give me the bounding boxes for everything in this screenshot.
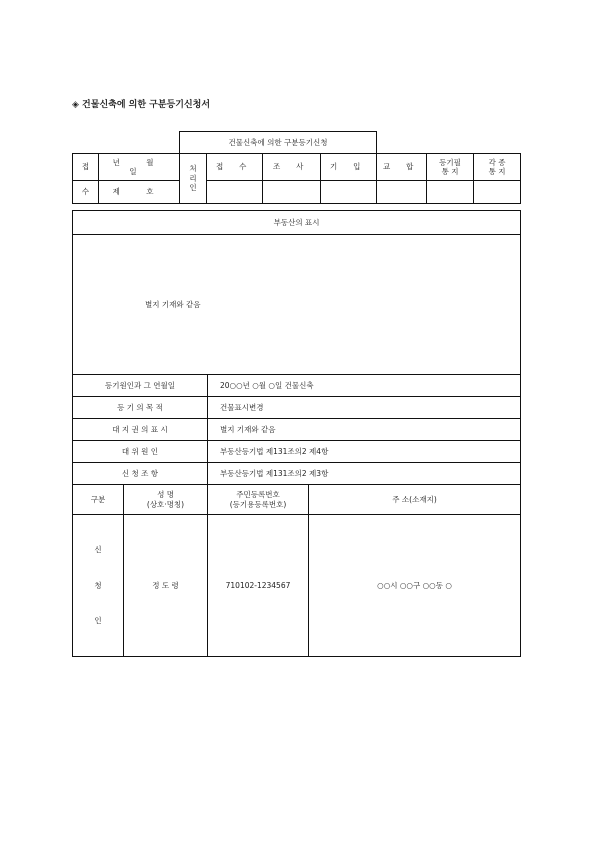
receipt-header: 건물신축에 의한 구분등기신청 xyxy=(179,131,377,153)
property-header: 부동산의 표시 xyxy=(73,211,521,235)
row-value-cause: 20○○년 ○월 ○일 건물신축 xyxy=(208,375,521,397)
col-gyohap: 교 합 xyxy=(377,154,427,181)
cell-gyohap xyxy=(377,181,427,204)
applicant-reg-no: 710102-1234567 xyxy=(208,515,309,657)
row-label-purpose: 등 기 의 목 적 xyxy=(73,397,208,419)
cell-jeopsu xyxy=(207,181,263,204)
col-giip: 기 입 xyxy=(321,154,377,181)
cell-josa xyxy=(263,181,321,204)
date-label: 년 월 일 xyxy=(99,154,180,181)
document-title: ◈ 건물신축에 의한 구분등기신청서 xyxy=(72,100,211,110)
row-label-land-right: 대 지 권 의 표 시 xyxy=(73,419,208,441)
number-label: 제 호 xyxy=(99,181,180,204)
row-label-clause: 신 청 조 항 xyxy=(73,463,208,485)
row-label-cause: 등기원인과 그 연월일 xyxy=(73,375,208,397)
applicant-name: 정 도 령 xyxy=(124,515,208,657)
applicant-address: ○○시 ○○구 ○○동 ○ xyxy=(309,515,521,657)
row-value-land-right: 별지 기재와 같음 xyxy=(208,419,521,441)
jeop-label: 접 xyxy=(73,154,99,181)
col-notice-registered: 등기필 통 지 xyxy=(427,154,474,181)
col-address: 주 소(소재지) xyxy=(309,485,521,515)
receipt-table xyxy=(72,153,521,204)
application-table xyxy=(72,210,521,657)
applicant-division: 신 청 인 xyxy=(73,515,124,657)
col-jeopsu: 접 수 xyxy=(207,154,263,181)
row-value-subrogation: 부동산등기법 제131조의2 제4항 xyxy=(208,441,521,463)
row-label-subrogation: 대 위 원 인 xyxy=(73,441,208,463)
cheori-label: 처 리 인 xyxy=(180,154,207,204)
su-label: 수 xyxy=(73,181,99,204)
col-division: 구분 xyxy=(73,485,124,515)
col-josa: 조 사 xyxy=(263,154,321,181)
col-reg-no: 주민등록번호 (등기용등록번호) xyxy=(208,485,309,515)
cell-notice-registered xyxy=(427,181,474,204)
cell-notice-various xyxy=(474,181,521,204)
cell-giip xyxy=(321,181,377,204)
row-value-clause: 부동산등기법 제131조의2 제3항 xyxy=(208,463,521,485)
col-name: 성 명 (상호·명칭) xyxy=(124,485,208,515)
property-body: 별지 기재와 같음 xyxy=(73,235,521,375)
row-value-purpose: 건물표시변경 xyxy=(208,397,521,419)
col-notice-various: 각 종 통 지 xyxy=(474,154,521,181)
